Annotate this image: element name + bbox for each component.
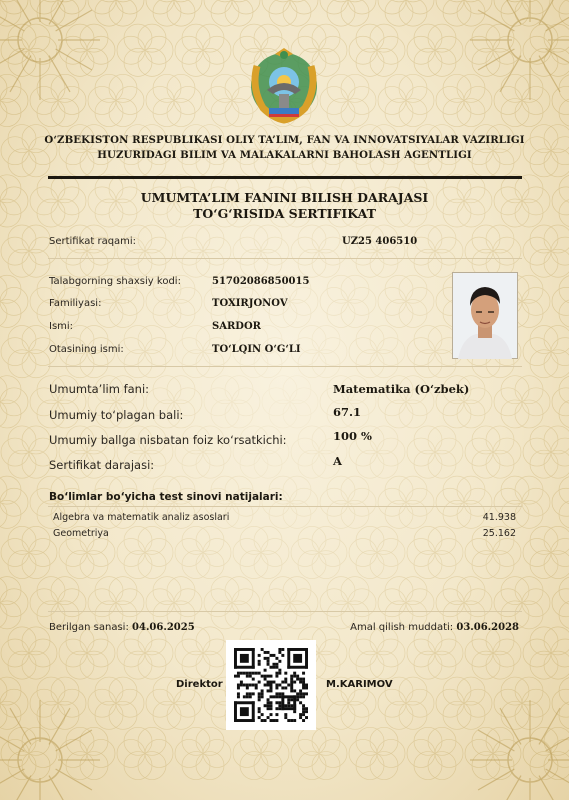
score-value: 67.1 [333,405,362,419]
ministry-name-line2: HUZURIDAGI BILIM VA MALAKALARNI BAHOLASH AGENTLIGI [97,149,472,161]
certificate-title-line2: TO‘G‘RISIDA SERTIFIKAT [193,206,376,221]
certificate-title-line1: UMUMTA’LIM FANINI BILISH DARAJASI [140,190,429,205]
patronymic-value: TO‘LQIN O‘G‘LI [212,344,301,355]
percent-label: Umumiy ballga nisbatan foiz ko‘rsatkichi: [49,433,287,447]
qr-code-icon [234,648,308,722]
name-value: SARDOR [212,321,261,332]
level-value: A [333,454,342,468]
director-name: M.KARIMOV [326,679,393,690]
section-score: 25.162 [482,528,516,539]
name-label: Ismi: [49,321,74,332]
state-emblem-icon [243,46,325,124]
surname-value: TOXIRJONOV [212,298,288,309]
issue-date [49,622,195,633]
ministry-name-line1: O‘ZBEKISTON RESPUBLIKASI OLIY TA’LIM, FAN VA INNOVATSIYALAR VAZIRLIGI [44,134,525,146]
personal-id-label: Talabgorning shaxsiy kodi: [49,276,181,287]
section-name: Algebra va matematik analiz asoslari [53,512,230,523]
student-photo [452,272,518,359]
header-divider [48,176,522,179]
divider [48,506,522,507]
score-label: Umumiy to‘plagan bali: [49,408,184,422]
valid-until-value: 03.06.2028 [456,622,519,633]
subject-value: Matematika (O‘zbek) [333,382,470,396]
director-label: Direktor [176,679,223,690]
certificate-number-label: Sertifikat raqami: [49,236,137,247]
percent-value: 100 % [333,429,372,443]
subject-label: Umumta’lim fani: [49,382,150,396]
divider [48,366,522,367]
qr-code-frame [226,640,316,730]
section-score: 41.938 [482,512,516,523]
issue-date-label: Berilgan sanasi: [49,622,129,633]
sections-title: Bo‘limlar bo‘yicha test sinovi natijalari: [49,491,283,503]
divider [48,611,522,612]
surname-label: Familiyasi: [49,298,102,309]
valid-until-label: Amal qilish muddati: [350,622,454,633]
patronymic-label: Otasining ismi: [49,344,124,355]
level-label: Sertifikat darajasi: [49,458,155,472]
issue-date-value: 04.06.2025 [132,622,195,633]
certificate-number-value: UZ25 406510 [342,236,418,247]
valid-until [320,622,519,633]
personal-id-value: 51702086850015 [212,276,310,287]
divider [48,258,522,259]
section-name: Geometriya [53,528,109,539]
